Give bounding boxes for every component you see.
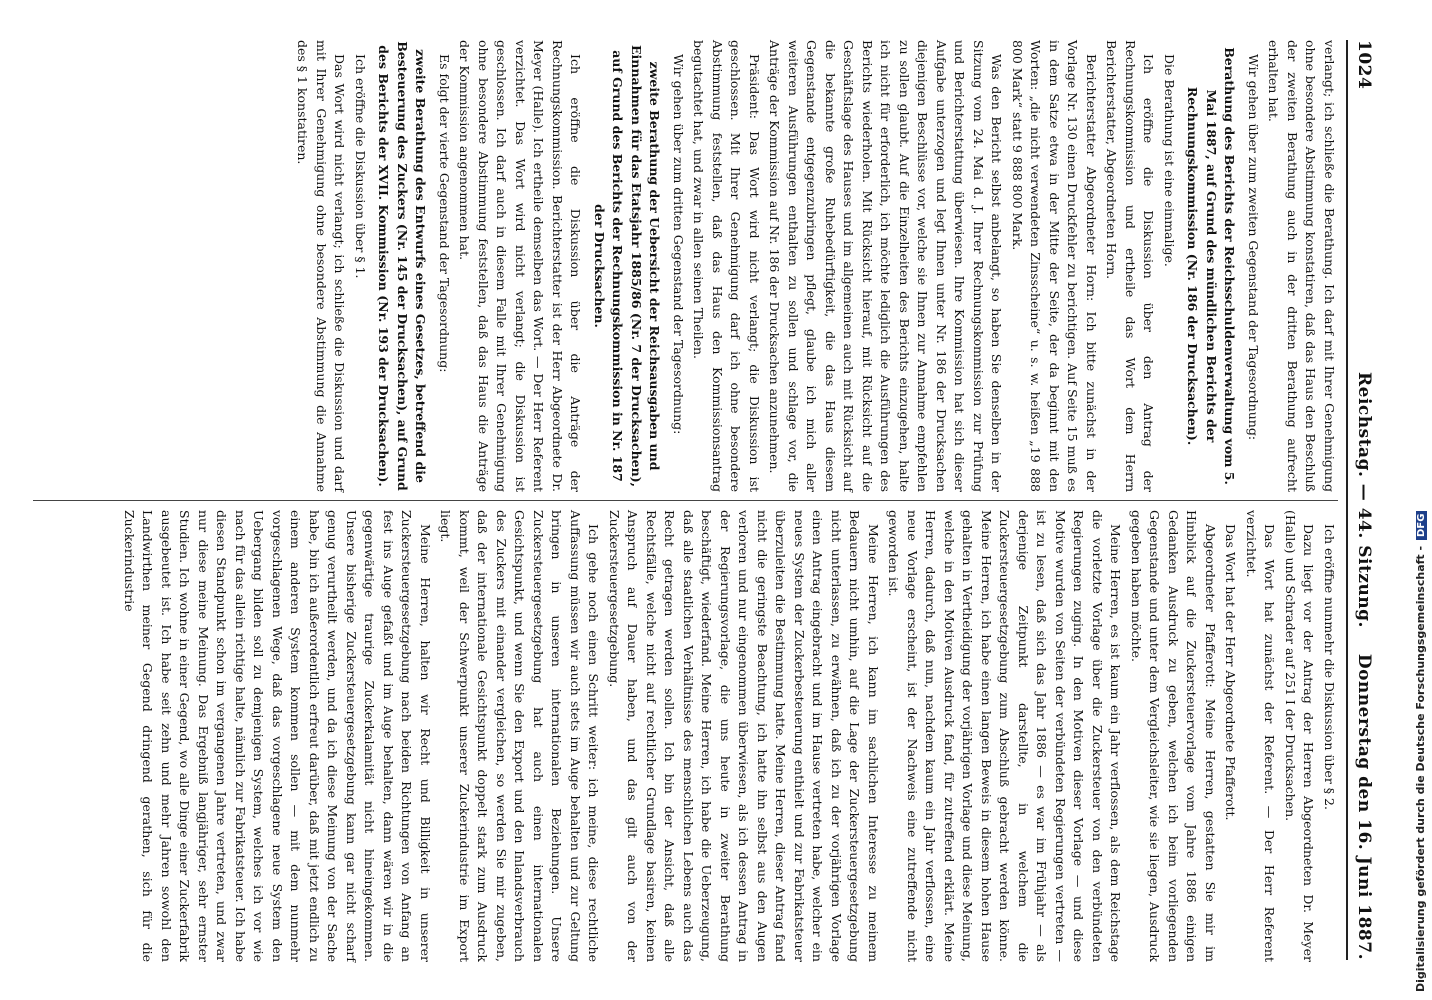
paragraph: Ich eröffne die Diskussion über den Antrag der Rechnungskommission und ertheile das Wort dem Herrn Berichterstatter, Abgeordneten Horn. [1104, 40, 1157, 492]
agenda-heading: zweite Berathung des Entwurfs eines Gesetzes, betreffend die Besteuerung des Zuckers (Nr. 145 der Drucksachen), auf Grund des Berichts der XVII. Kommission (Nr. 193 der Drucksachen). [376, 41, 429, 491]
paragraph: Das Wort wird nicht verlangt; ich schließe die Diskussion und darf mit Ihrer Genehmigung ohne besondere Abstimmung die Annahme des § 1 konstatiren. [295, 40, 348, 492]
page-header [1346, 40, 1378, 960]
session-date: Donnerstag den 16. Juni 1887. [1354, 653, 1374, 960]
paragraph: Meine Herren, halten wir Recht und Billigkeit in unserer Zuckersteuergesetzgebung nach beiden Richtungen von Anfang an fest ins Auge gefaßt und im Auge behalten, dann wären wir in die gegenwärtige traurige Zuckerkalamität nicht hineingekommen. Unsere bisherige Zuckersteuergesetzgebung kann gar nicht scharf genug verurtheilt werden, und da ich diese Meinung von der Sache habe, bin ich außerordentlich erfreut darüber, daß mit jetzt endlich zu einem anderen System kommen sollen — mit dem nunmehr vorgeschlagenen Wege, daß das vorgeschlagene neue System den Uebergang bilden soll zu demjenigen System, welches ich vor wie nach für das allein richtige halte, nämlich zur Fabrikatsteuer. Ich habe diesen Standpunkt schon im vergangenen Jahre vertreten, und zwar nur diese meine Meinung. Das Ergebniß langjähriger, sehr ernster Studien. Ich wohne in einer Gegend, wo alle Dinge einer Zuckerfabrik ausgebeutet ist. Ich habe seit zehn und mehr Jahren sowohl den Landwirthen meiner Gegend dringend gerathen, sich für die Zuckerindustrie [122, 510, 433, 962]
dfg-logo: DFG [1416, 511, 1427, 540]
speech-paragraph: Präsident: Das Wort wird nicht verlangt; die Diskussion ist geschlossen. Mit Ihrer Genehmigung darf ich ohne besondere Abstimmung feststellen, daß das Haus den Kommissionsantrag begutachtet hat, und zwar in allen seinen Theilen. [691, 40, 762, 492]
paragraph: Was den Bericht selbst anbelangt, so haben Sie denselben in der Sitzung vom 24. Mai d. J. Ihrer Rechnungskommission zur Prüfung und Berichterstattung überwiesen. Ihre Kommission hat sich dieser Aufgabe unterzogen und legt Ihnen unter Nr. 186 der Drucksachen diejenigen Beschlüsse vor, welche sie Ihnen zur Annahme empfehlen zu sollen glaubt. Auf die Einzelheiten des Berichts einzugehen, halte ich nicht für erforderlich, ich möchte lediglich die Ausführungen des Berichts wiederholen. Mit Rücksicht hierauf, mit Rücksicht auf die Geschäftslage des Hauses und im allgemeinen auch mit Rücksicht auf die bekannte große Ruhebedürftigkeit, die das Haus diesem Gegenstande entgegenzubringen pflegt, glaube ich mich aller weiteren Ausführungen enthalten zu sollen und schlage vor, die Anträge der Kommission auf Nr. 186 der Drucksachen anzunehmen. [767, 40, 1005, 492]
agenda-heading: zweite Berathung der Uebersicht der Reichsausgaben und Einnahmen für das Etatsjahr 1885/86 (Nr. 7 der Drucksachen), auf Grund des Berichts der Rechnungskommission in Nr. 187 der Drucksachen. [592, 45, 663, 487]
paragraph: Wir gehen über zum dritten Gegenstand der Tagesordnung: [671, 54, 686, 435]
paragraph: Meine Herren, es ist kaum ein Jahr verflossen, als dem Reichstage die vorletzte Vorlage über die Zuckersteuer von den verbündeten Regierungen zuging. In den Motiven dieser Vorlage — und diese Motive wurden von Seiten der verbündeten Regierungen vertreten — ist zu lesen, daß sich das Jahr 1886 — es war im Frühjahr — als derjenige Zeitpunkt darstellte, in welchem die Zuckersteuergesetzgebung zum Abschluß gebracht werden könne. Meine Herren, ich habe einen langen Beweis in diesem hohen Hause gehalten in Vertheidigung der vorjährigen Vorlage und diese Meinung, welche in den Motiven Ausdruck fand, für zutreffend erklärt. Meine Herren, dadurch, daß nun, nachdem kaum ein Jahr verflossen, eine neue Vorlage erscheint, ist der Nachweis eine zutreffende nicht geworden ist. [886, 510, 1124, 962]
paragraph: Ich gehe noch einen Schritt weiter: ich meine, diese rechtliche Auffassung müssen wir auch stets im Auge behalten und zur Geltung bringen in unseren internationalen Beziehungen. Unsere Zuckersteuergesetzgebung hat auch einen internationalen Gesichtspunkt, und wenn Sie den Export und den Inlandsverbrauch des Zuckers mit einander vergleichen, so werden Sie mir zugeben, daß der internationale Gesichtspunkt doppelt stark zum Ausdruck kommt, weil der Schwerpunkt unserer Zuckerindustrie im Export liegt. [438, 510, 602, 962]
speech-paragraph: Berichterstatter Abgeordneter Horn: Ich bitte zunächst in der Vorlage Nr. 130 einen Druckfehler zu berichtigen. Auf Seite 15 muß es in dem Satze etwa in der Mitte der Seite, der da beginnt mit den Worten: „die nicht verwendeten Zinsscheine“ u. s. w. heißen „19 888 800 Mark“ statt 9 888 800 Mark. [1010, 40, 1099, 492]
paragraph: Dazu liegt vor der Antrag der Herren Abgeordneten Dr. Meyer (Halle) und Schrader auf 251 I der Drucksachen. [1283, 510, 1317, 962]
agenda-heading: Berathung des Berichts der Reichsschuldenverwaltung vom 5. Mai 1887, auf Grund des mündlichen Berichts der Rechnungskommission (Nr. 186 der Drucksachen). [1185, 47, 1238, 485]
paragraph: Das Wort hat der Herr Abgeordnete Pfafferott. [1223, 524, 1239, 821]
page-number: 1024 [1354, 40, 1374, 90]
paragraph: Es folgt der vierte Gegenstand der Tagesordnung: [437, 54, 452, 373]
paragraph: Ich eröffne die Diskussion über die Anträge der Rechnungskommission. Berichterstatter ist der Herr Abgeordnete Dr. Meyer (Halle). Ich ertheile demselben das Wort. — Der Herr Referent verzichtet. Das Wort wird nicht verlangt; die Diskussion ist geschlossen. Ich darf auch in diesem Falle mit Ihrer Genehmigung ohne besondere Abstimmung feststellen, daß das Haus die Anträge der Kommission angenommen hat. [457, 40, 584, 492]
speech-paragraph: Abgeordneter Pfafferott: Meine Herren, gestatten Sie mir im Hinblick auf die Zuckersteuervorlage vom Jahre 1886 einigen Gedanken Ausdruck zu geben, welchen ich beim vorliegenden Gegenstande und unter dem Vergleichsleiter, wie sie liegen, Ausdruck gegeben haben möchte. [1129, 510, 1218, 962]
paragraph: verlangt; ich schließe die Berathung. Ich darf mit Ihrer Genehmigung ohne besondere Abstimmung konstatiren, daß das Haus den Beschluß der zweiten Berathung auch in der dritten Berathung aufrecht erhalten hat. [1266, 40, 1337, 492]
digitization-footer [1412, 0, 1432, 1000]
paragraph: Das Wort hat zunächst der Referent. — Der Herr Referent verzichtet. [1244, 510, 1278, 962]
right-column [118, 510, 1339, 962]
paragraph: Wir gehen über zum zweiten Gegenstand der Tagesordnung: [1246, 54, 1261, 441]
column-divider [33, 500, 1338, 501]
left-column [291, 40, 1338, 492]
session-title: Reichstag. — 44. Sitzung. [1354, 372, 1374, 628]
paragraph: Ich eröffne die Diskussion über § 1. [353, 54, 368, 279]
footer-text: Digitalisierung gefördert durch die Deutsche Forschungsgemeinschaft - [1414, 545, 1427, 992]
paragraph: Meine Herren, ich kann im sachlichen Interesse zu meinem Bedauern nicht umhin, auf die Lage der Zuckersteuergesetzgebung nicht unterlassen, zu erwähnen, daß ich zu der vorjährigen Vorlage einen Antrag eingebracht und im Hause vertreten habe, welcher ein neues System der Zuckerbesteuerung enthielt und zur Fabrikatsteuer überzuleiten die Bestimmung hatte. Meine Herren, dieser Antrag fand nicht die geringste Beachtung, ich hatte ihn selbst aus den Augen verloren und nur eingenommen überwiesen, als ich dessen Antrag in der Regierungsvorlage, die uns heute in zweiter Berathung beschäftigt, wiederfand. Meine Herren, ich habe die Ueberzeugung, daß alle staatlichen Verhältnisse des menschlichen Lebens auch das Recht getragen werden sollen. Ich bin der Ansicht, daß alle Rechtsfälle, welche nicht auf rechtlicher Grundlage basiren, keinen Anspruch auf Dauer haben, und das gilt auch von der Zuckersteuergesetzgebung. [607, 510, 881, 962]
paragraph: Ich eröffne nunmehr die Diskussion über § 2. [1322, 524, 1337, 810]
paragraph: Die Berathung ist eine einmalige. [1162, 54, 1177, 267]
